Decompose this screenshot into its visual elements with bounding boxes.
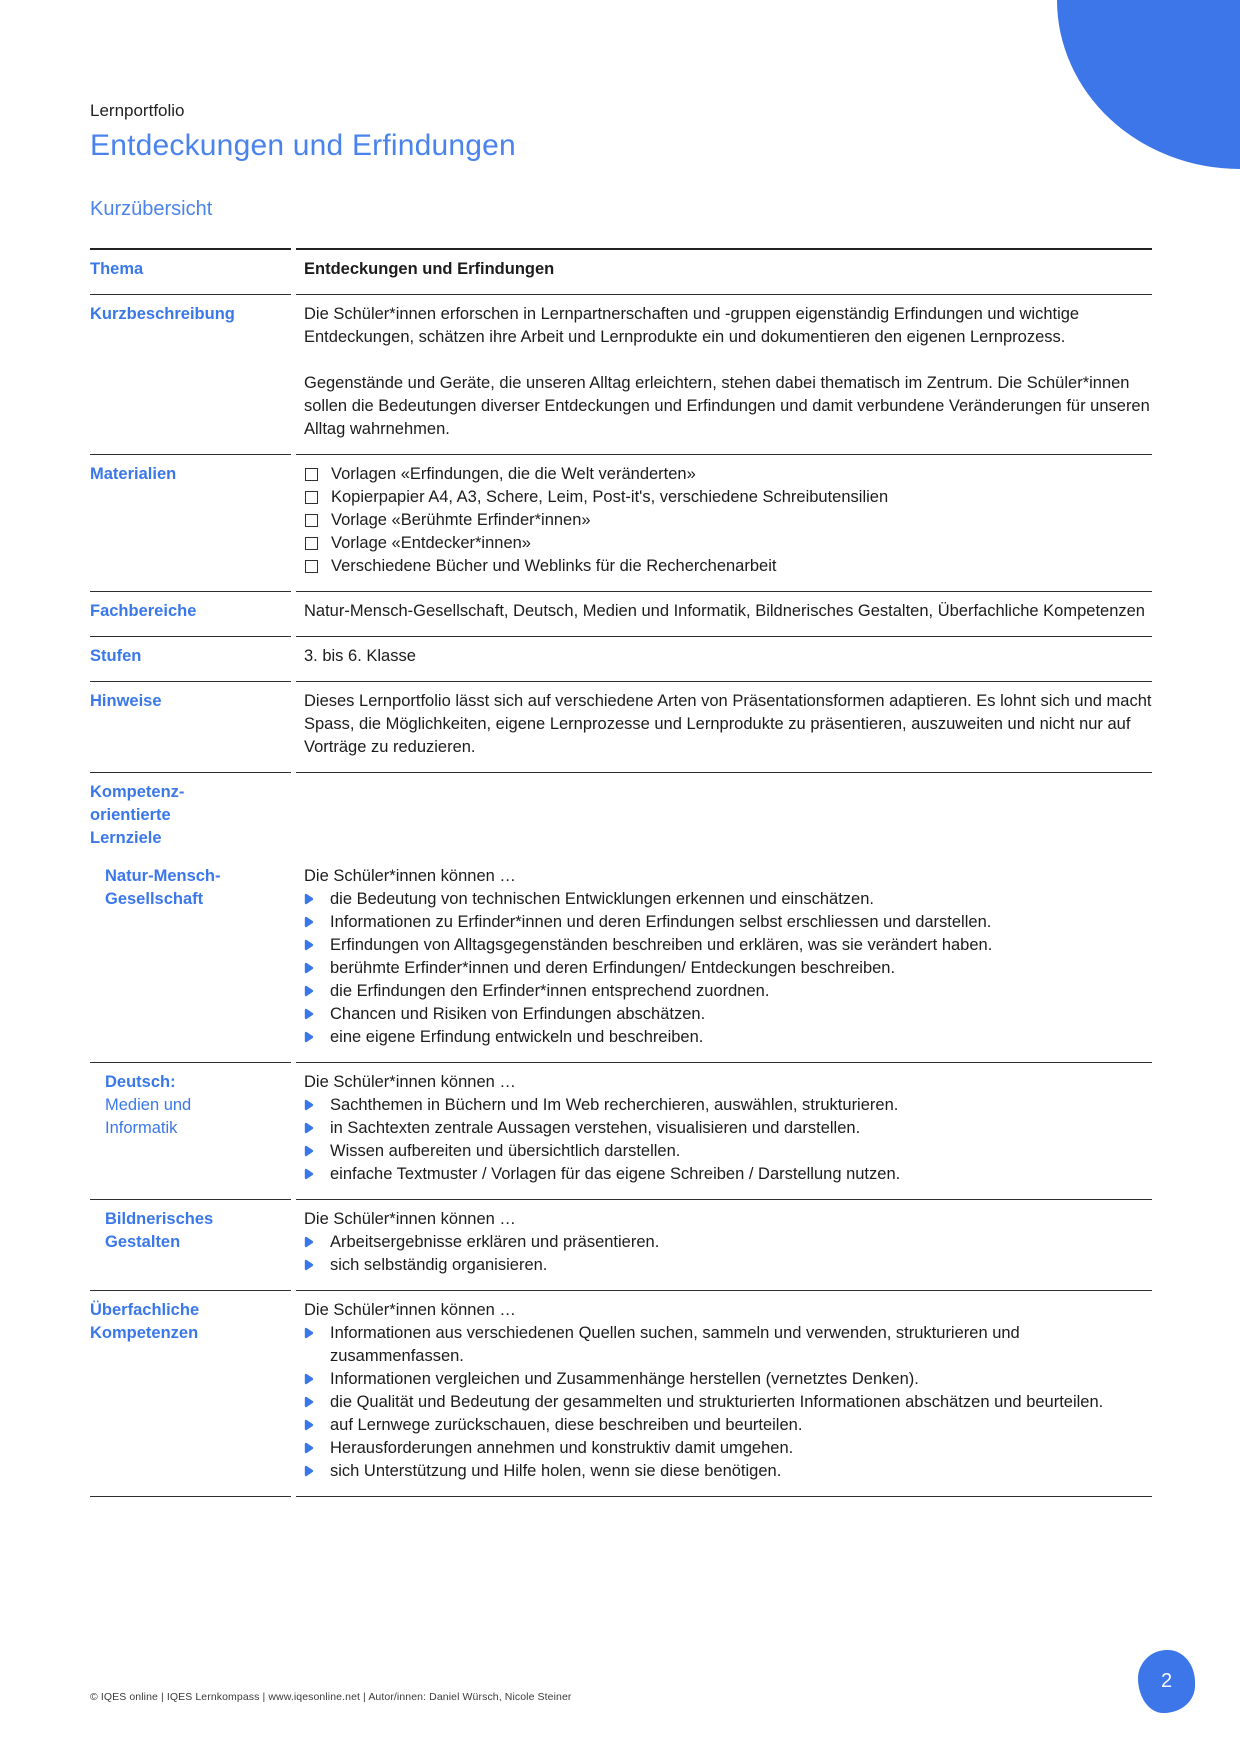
table-row-thema	[90, 248, 1152, 294]
row-value-bildnerisches	[296, 1199, 1152, 1290]
table-bottom-rule	[90, 1496, 1152, 1497]
footer-credit: © IQES online | IQES Lernkompass | www.iqesonline.net | Autor/innen: Daniel Würsch, Nicole Steiner	[90, 1691, 572, 1703]
checkbox-icon	[305, 537, 318, 550]
lernziele-intro: Die Schüler*innen können …	[304, 1073, 516, 1091]
lernziel-item: Arbeitsergebnisse erklären und präsentieren.	[304, 1231, 1152, 1254]
material-item: Kopierpapier A4, A3, Schere, Leim, Post-it's, verschiedene Schreibutensilien	[304, 486, 1152, 509]
lernziel-item: Informationen aus verschiedenen Quellen suchen, sammeln und verwenden, strukturieren und zusammenfassen.	[304, 1322, 1152, 1368]
triangle-bullet-icon	[304, 939, 314, 951]
triangle-bullet-icon	[304, 1168, 314, 1180]
row-value-fachbereiche: Natur-Mensch-Gesellschaft, Deutsch, Medien und Informatik, Bildnerisches Gestalten, Überfachliche Kompetenzen	[296, 591, 1152, 636]
checkbox-icon	[305, 491, 318, 504]
row-label-fachbereiche: Fachbereiche	[90, 591, 291, 636]
triangle-bullet-icon	[304, 1099, 314, 1111]
table-row-fachbereiche	[90, 591, 1152, 636]
table-row-lernziele-header	[90, 772, 1152, 863]
checkbox-icon	[305, 560, 318, 573]
triangle-bullet-icon	[304, 1031, 314, 1043]
lernziel-item: Chancen und Risiken von Erfindungen abschätzen.	[304, 1003, 1152, 1026]
lernziele-list	[304, 1322, 1152, 1483]
row-label-nmg: Natur-Mensch-Gesellschaft	[105, 867, 221, 908]
material-item: Vorlage «Entdecker*innen»	[304, 532, 1152, 555]
lernziele-intro: Die Schüler*innen können …	[304, 1301, 516, 1319]
page-number: 2	[1160, 1670, 1173, 1692]
lernziel-item: die Erfindungen den Erfinder*innen entsprechend zuordnen.	[304, 980, 1152, 1003]
row-label-ueberfachliche: Überfachliche Kompetenzen	[90, 1290, 291, 1496]
row-value-ueberfachliche	[296, 1290, 1152, 1496]
triangle-bullet-icon	[304, 1396, 314, 1408]
row-label-lernziele: Kompetenz-orientierte Lernziele	[90, 772, 291, 863]
triangle-bullet-icon	[304, 893, 314, 905]
lernziel-item: in Sachtexten zentrale Aussagen verstehen, visualisieren und darstellen.	[304, 1117, 1152, 1140]
table-row-deutsch	[90, 1062, 1152, 1199]
triangle-bullet-icon	[304, 1419, 314, 1431]
lernziel-item: die Qualität und Bedeutung der gesammelten und strukturierten Informationen abschätzen und beurteilen.	[304, 1391, 1152, 1414]
row-label-stufen: Stufen	[90, 636, 291, 681]
triangle-bullet-icon	[304, 1236, 314, 1248]
table-row-materialien	[90, 454, 1152, 591]
paragraph: Gegenstände und Geräte, die unseren Alltag erleichtern, stehen dabei thematisch im Zentrum. Die Schüler*innen sollen die Bedeutungen diverser Entdeckungen und Erfindungen und damit verbundene Veränderungen für unseren Alltag wahrnehmen.	[304, 374, 1150, 438]
overview-table	[90, 248, 1152, 1497]
table-row-nmg	[90, 863, 1152, 1062]
lernziele-list	[304, 1231, 1152, 1277]
table-row-ueberfachliche	[90, 1290, 1152, 1496]
lernziel-item: auf Lernwege zurückschauen, diese beschreiben und beurteilen.	[304, 1414, 1152, 1437]
triangle-bullet-icon	[304, 1145, 314, 1157]
lernziel-item: die Bedeutung von technischen Entwicklungen erkennen und einschätzen.	[304, 888, 1152, 911]
row-value-deutsch	[296, 1062, 1152, 1199]
triangle-bullet-icon	[304, 1442, 314, 1454]
checkbox-icon	[305, 514, 318, 527]
lernziel-item: sich Unterstützung und Hilfe holen, wenn sie diese benötigen.	[304, 1460, 1152, 1483]
triangle-bullet-icon	[304, 1327, 314, 1339]
table-row-kurzbeschreibung	[90, 294, 1152, 454]
lernziel-item: berühmte Erfinder*innen und deren Erfindungen/ Entdeckungen beschreiben.	[304, 957, 1152, 980]
lernziel-item: einfache Textmuster / Vorlagen für das eigene Schreiben / Darstellung nutzen.	[304, 1163, 1152, 1186]
section-heading: Kurzübersicht	[90, 198, 213, 220]
lernziel-item: Herausforderungen annehmen und konstruktiv damit umgehen.	[304, 1437, 1152, 1460]
lernziele-list	[304, 888, 1152, 1049]
lernziel-item: sich selbständig organisieren.	[304, 1254, 1152, 1277]
table-row-hinweise	[90, 681, 1152, 772]
material-item: Vorlagen «Erfindungen, die die Welt veränderten»	[304, 463, 1152, 486]
table-row-bildnerisches	[90, 1199, 1152, 1290]
triangle-bullet-icon	[304, 962, 314, 974]
page-title: Entdeckungen und Erfindungen	[90, 129, 516, 162]
triangle-bullet-icon	[304, 916, 314, 928]
row-label-hinweise: Hinweise	[90, 681, 291, 772]
row-label-kurzbeschreibung: Kurzbeschreibung	[90, 294, 291, 454]
row-value-lernziele-empty	[296, 772, 1152, 863]
row-value-hinweise: Dieses Lernportfolio lässt sich auf verschiedene Arten von Präsentationsformen adaptieren. Es lohnt sich und macht Spass, die Möglichkeiten, eigene Lernprozesse und Lernprodukte zu präsentieren, auszuweiten und nicht nur auf Vorträge zu reduzieren.	[296, 681, 1152, 772]
row-value-stufen: 3. bis 6. Klasse	[296, 636, 1152, 681]
lernziel-item: eine eigene Erfindung entwickeln und beschreiben.	[304, 1026, 1152, 1049]
triangle-bullet-icon	[304, 1373, 314, 1385]
lernziele-intro: Die Schüler*innen können …	[304, 1210, 516, 1228]
row-label-materialien: Materialien	[90, 454, 291, 591]
triangle-bullet-icon	[304, 1008, 314, 1020]
triangle-bullet-icon	[304, 1465, 314, 1477]
triangle-bullet-icon	[304, 1259, 314, 1271]
lernziel-item: Sachthemen in Büchern und Im Web recherchieren, auswählen, strukturieren.	[304, 1094, 1152, 1117]
table-row-stufen	[90, 636, 1152, 681]
checkbox-icon	[305, 468, 318, 481]
material-list	[304, 463, 1152, 578]
row-value-materialien	[296, 454, 1152, 591]
page-number-badge	[1138, 1650, 1195, 1713]
row-label-bildnerisches: Bildnerisches Gestalten	[90, 1199, 291, 1290]
row-value-kurzbeschreibung	[296, 294, 1152, 454]
lernziel-item: Informationen vergleichen und Zusammenhänge herstellen (vernetztes Denken).	[304, 1368, 1152, 1391]
lernziel-item: Informationen zu Erfinder*innen und deren Erfindungen selbst erschliessen und darstellen.	[304, 911, 1152, 934]
row-value-thema: Entdeckungen und Erfindungen	[296, 248, 1152, 294]
row-label-thema: Thema	[90, 248, 291, 294]
row-label-deutsch: Deutsch: Medien und Informatik	[90, 1062, 291, 1199]
lernziele-intro: Die Schüler*innen können …	[304, 867, 516, 885]
row-value-nmg	[296, 863, 1152, 1062]
material-item: Vorlage «Berühmte Erfinder*innen»	[304, 509, 1152, 532]
page-content	[90, 100, 1152, 1497]
document-type-label: Lernportfolio	[90, 101, 185, 120]
material-item: Verschiedene Bücher und Weblinks für die Recherchenarbeit	[304, 555, 1152, 578]
lernziel-item: Wissen aufbereiten und übersichtlich darstellen.	[304, 1140, 1152, 1163]
triangle-bullet-icon	[304, 1122, 314, 1134]
paragraph: Die Schüler*innen erforschen in Lernpartnerschaften und -gruppen eigenständig Erfindungen und wichtige Entdeckungen, schätzen ihre Arbeit und Lernprodukte ein und dokumentieren den eigenen Lernprozess.	[304, 305, 1080, 346]
triangle-bullet-icon	[304, 985, 314, 997]
lernziele-list	[304, 1094, 1152, 1186]
lernziel-item: Erfindungen von Alltagsgegenständen beschreiben und erklären, was sie verändert haben.	[304, 934, 1152, 957]
